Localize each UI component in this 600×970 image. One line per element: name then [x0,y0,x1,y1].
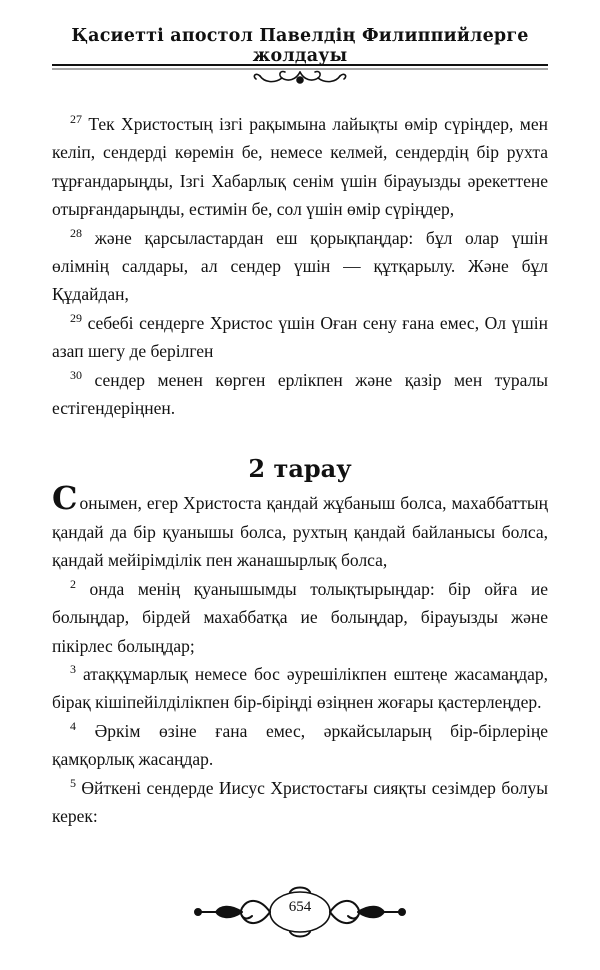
verse-27 [52,110,548,224]
body-text [52,110,548,830]
verse-number: 30 [70,367,82,382]
verse-3 [52,660,548,717]
verse-text: атаққұмарлық немесе бос әурешілікпен ештеңе жасамаңдар, бірақ кішіпейілділікпен бір-біріңді өзіңнен жоғары қастерлеңдер. [52,663,548,713]
verse-text: онымен, егер Христоста қандай жұбаныш болса, махаббаттың қандай да бір қуанышы болса, рухтың қандай байланысы болса, қандай мейірімділік пен жанашырлық болса, [52,493,548,571]
verse-text: Өйткені сендерде Иисус Христостағы сияқты сезімдер болуы керек: [52,777,549,826]
verse-text: онда менің қуанышымды толықтырыңдар: бір ойға ие болыңдар, бірдей махаббатқа ие болыңдар, бірауызды және пікірлес болыңдар; [52,578,548,656]
verse-number: 5 [70,775,76,790]
verse-4 [52,717,548,774]
page-number: 654 [288,899,312,915]
header-ornament-rule [52,62,548,90]
verse-28 [52,224,548,309]
verse-text: сендер менен көрген ерлікпен және қазір мен туралы естігендеріңнен. [52,369,548,419]
scroll-ornament-icon [254,72,345,83]
verse-1 [52,479,548,574]
verse-number: 4 [70,718,76,733]
running-header: Қасиетті апостол Павелдің Филиппийлерге жолдауы [71,26,529,66]
verse-number: 2 [70,576,76,591]
verse-number: 28 [70,225,82,240]
verse-number: 27 [70,112,82,126]
verse-29 [52,309,548,366]
verse-text: Әркім өзіне ғана емес, әркайсыларың бір-бірлеріңе қамқорлық жасаңдар. [52,720,548,770]
verse-number: 29 [70,310,82,325]
verse-text: Тек Христостың ізгі рақымына лайықты өмір сүріңдер, мен келіп, сендерді көремін бе, немесе келмей, сендердің бір рухта тұрғандарыңды, Ізгі Хабарлық сенім үшін бірауызды әрекеттене отырғандарыңды, естимін бе, сол үшін өмір сүріңдер, [52,114,549,220]
chapter-heading: 2 тарау [248,454,352,484]
verse-text: себебі сендерге Христос үшін Оған сену ғана емес, Ол үшін азап шегу де берілген [52,312,549,362]
verse-text: және қарсыластардан еш қорықпаңдар: бұл олар үшін өлімнің салдары, ал сендер үшін — құтқарылу. Және бұл Құдайдан, [52,227,548,305]
verse-5 [52,774,548,831]
drop-cap: С [52,479,78,518]
verse-number: 3 [70,661,76,676]
verse-30 [52,366,548,423]
verse-2 [52,575,548,660]
